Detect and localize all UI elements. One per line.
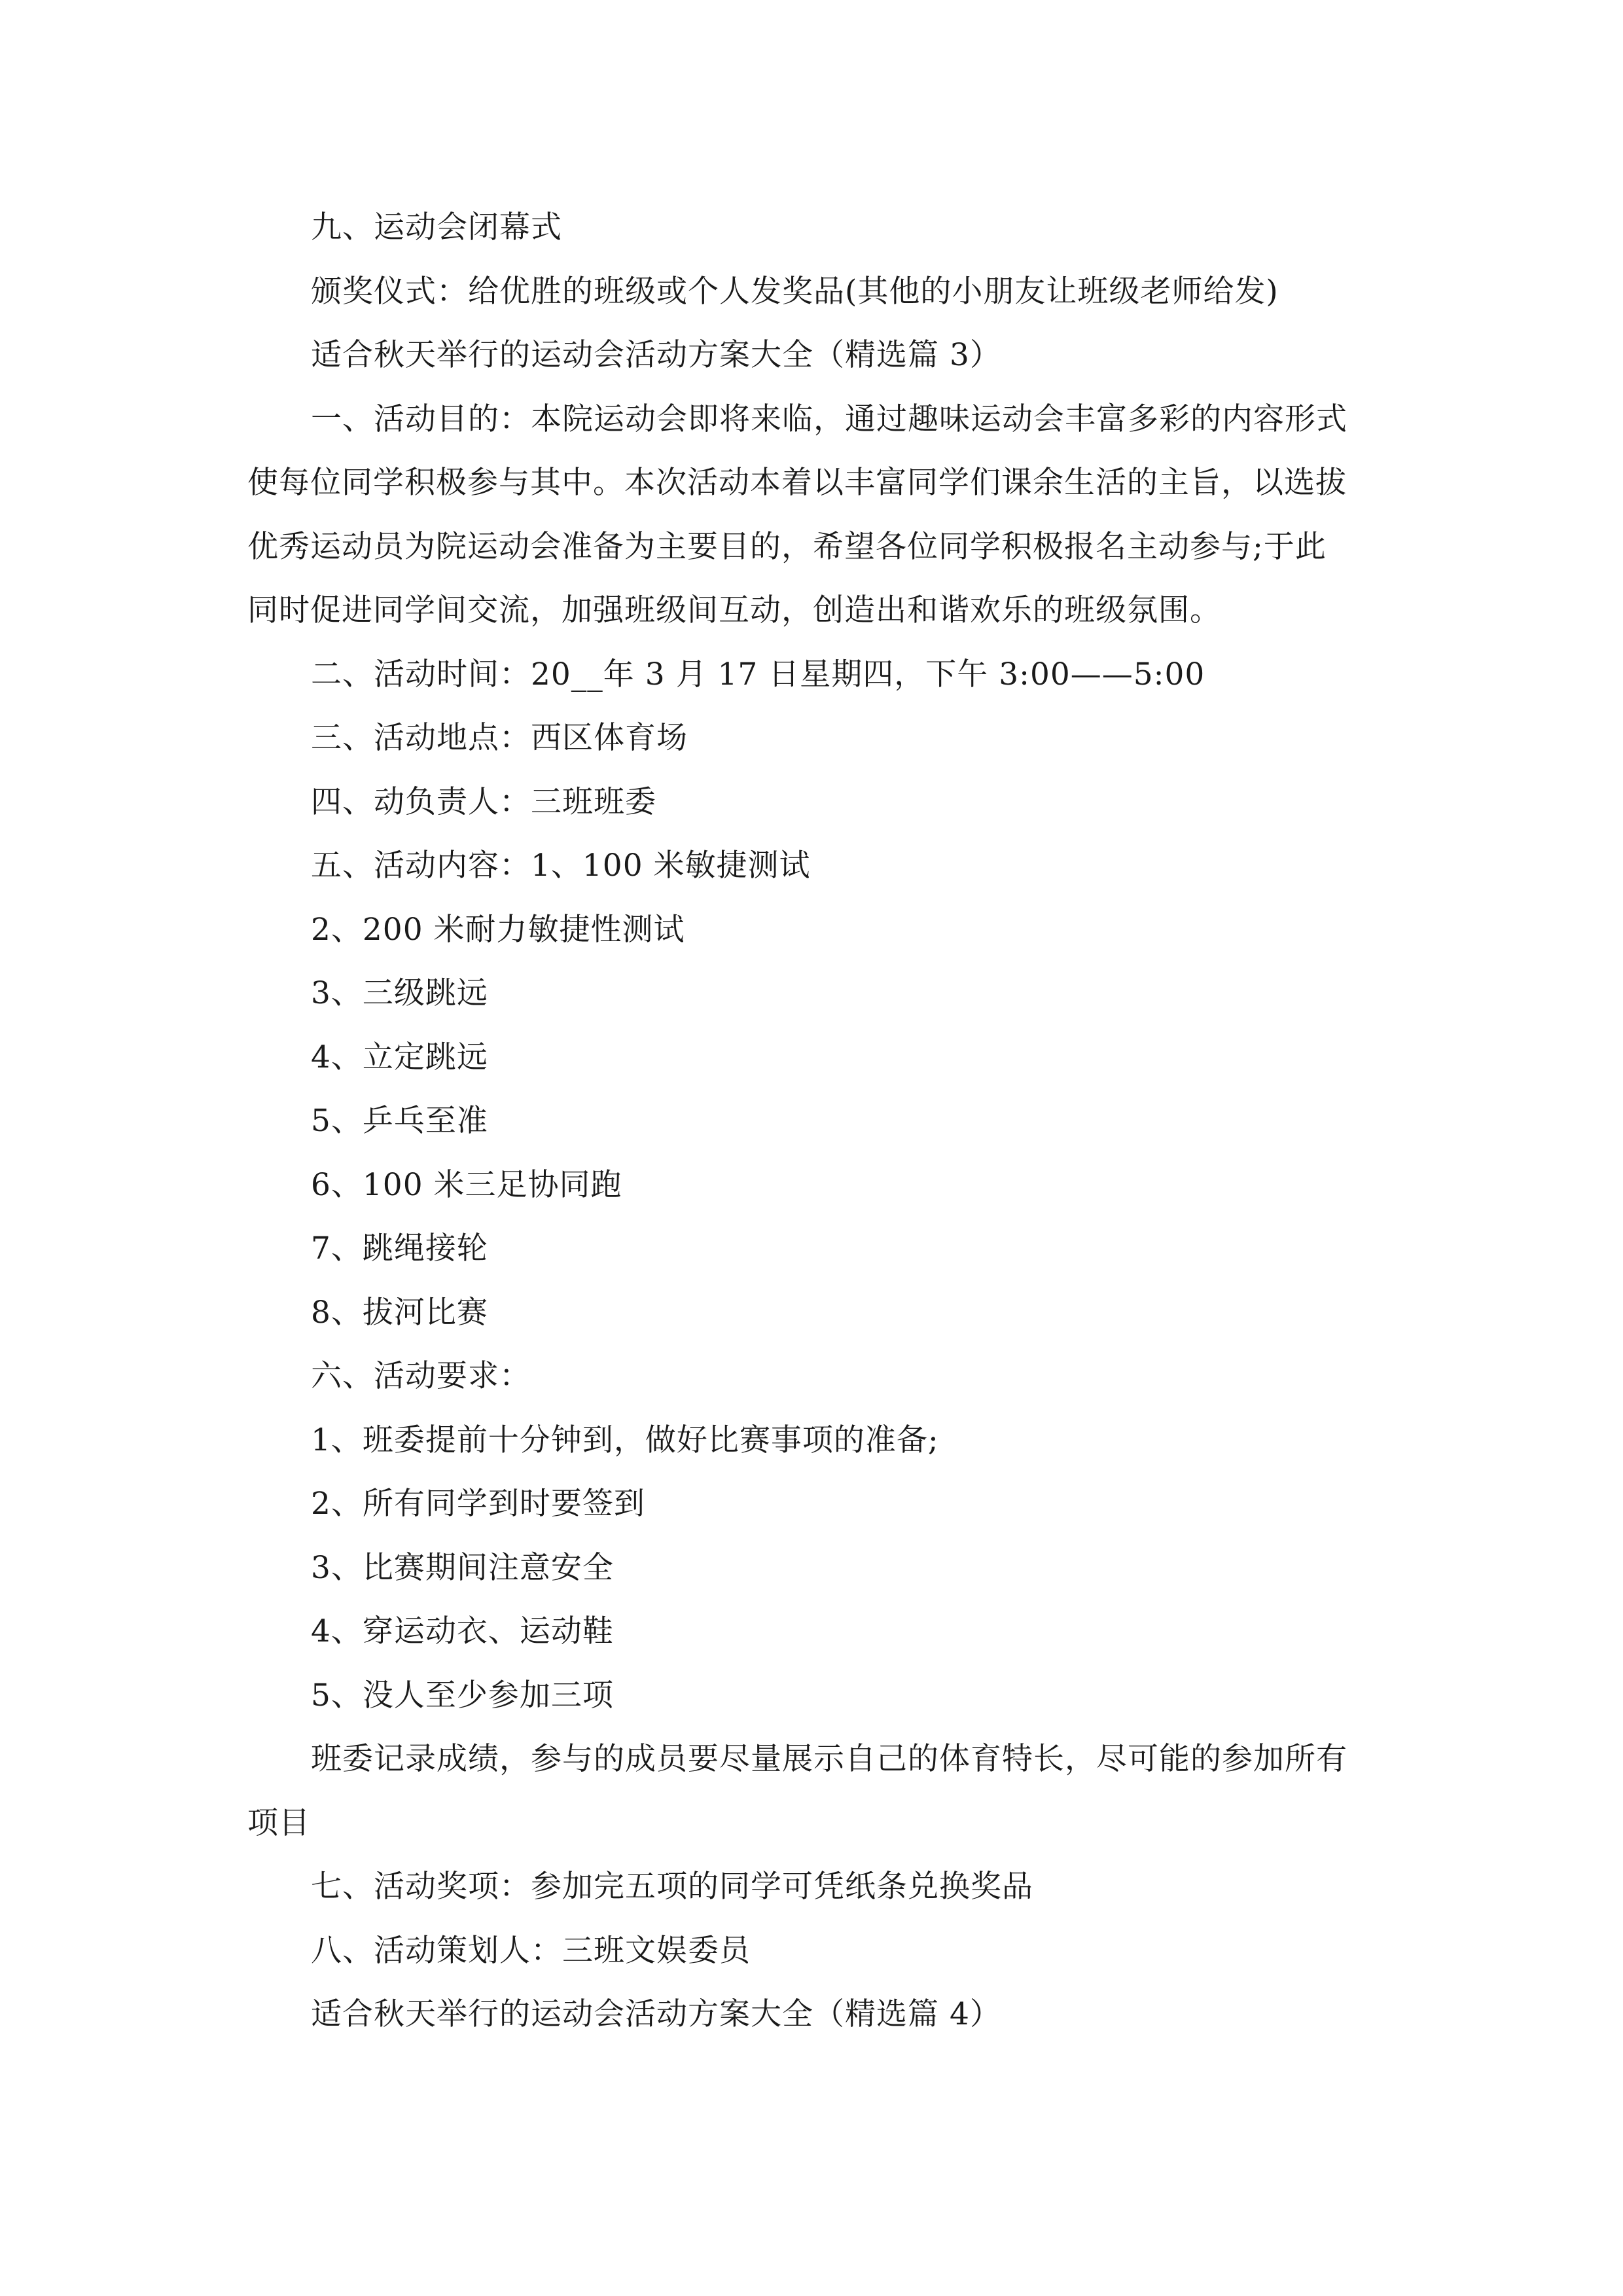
list-item-requirement-2: 2、所有同学到时要签到 [311,1486,645,1522]
article-title-part-4: 适合秋天举行的运动会活动方案大全（精选篇 4） [311,1996,1001,2032]
article-title-part-3: 适合秋天举行的运动会活动方案大全（精选篇 3） [311,337,1001,373]
paragraph-planner: 八、活动策划人：三班文娱委员 [311,1933,751,1969]
paragraph-person-in-charge: 四、动负责人：三班班委 [311,784,656,820]
list-item-content-5: 5、乒乓至准 [311,1103,488,1139]
paragraph-purpose-line-4: 同时促进同学间交流，加强班级间互动，创造出和谐欢乐的班级氛围。 [247,592,1221,628]
list-item-requirement-1: 1、班委提前十分钟到，做好比赛事项的准备; [311,1422,939,1458]
list-item-content-3: 3、三级跳远 [311,975,488,1011]
list-item-requirement-3: 3、比赛期间注意安全 [311,1550,614,1586]
paragraph-award-ceremony: 颁奖仪式：给优胜的班级或个人发奖品(其他的小朋友让班级老师给发) [311,274,1279,310]
paragraph-records-line-2: 项目 [247,1805,310,1841]
list-item-content-4: 4、立定跳远 [311,1039,488,1075]
paragraph-records-line-1: 班委记录成绩，参与的成员要尽量展示自己的体育特长，尽可能的参加所有 [311,1741,1347,1777]
section-heading-closing: 九、运动会闭幕式 [311,209,562,245]
list-item-content-8: 8、拔河比赛 [311,1295,488,1331]
list-item-requirement-5: 5、没人至少参加三项 [311,1677,614,1713]
paragraph-activity-time: 二、活动时间：20__年 3 月 17 日星期四，下午 3:00——5:00 [311,656,1205,692]
list-item-content-7: 7、跳绳接轮 [311,1230,488,1266]
list-item-content-6: 6、100 米三足协同跑 [311,1167,622,1203]
paragraph-purpose-line-3: 优秀运动员为院运动会准备为主要目的，希望各位同学积极报名主动参与;于此 [247,529,1327,565]
paragraph-purpose-line-2: 使每位同学积极参与其中。本次活动本着以丰富同学们课余生活的主旨，以选拔 [247,465,1347,501]
section-heading-requirements: 六、活动要求： [311,1358,531,1394]
list-item-requirement-4: 4、穿运动衣、运动鞋 [311,1613,614,1649]
paragraph-activity-location: 三、活动地点：西区体育场 [311,720,688,756]
paragraph-purpose-line-1: 一、活动目的：本院运动会即将来临，通过趣味运动会丰富多彩的内容形式 [311,401,1347,437]
paragraph-awards: 七、活动奖项：参加完五项的同学可凭纸条兑换奖品 [311,1869,1033,1905]
list-item-content-2: 2、200 米耐力敏捷性测试 [311,912,685,948]
paragraph-activity-content: 五、活动内容：1、100 米敏捷测试 [311,848,811,884]
